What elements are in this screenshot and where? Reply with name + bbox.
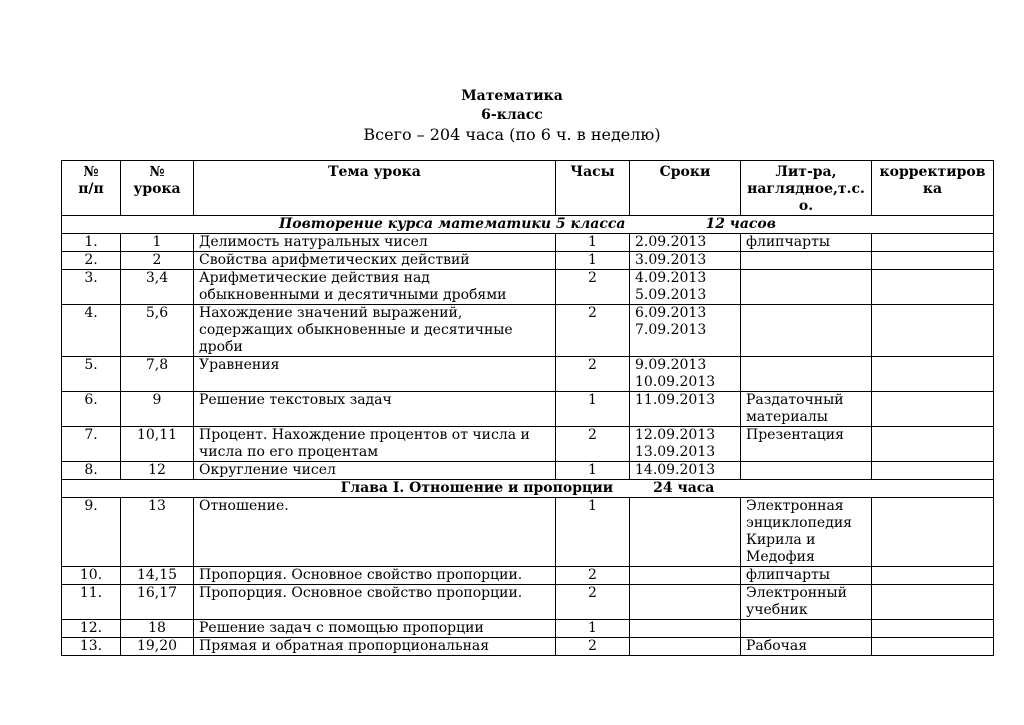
lesson-number: 10,11 [121, 427, 194, 462]
lesson-dates [630, 638, 741, 656]
table-row [62, 585, 994, 620]
lesson-topic [194, 305, 556, 357]
lesson-correction [872, 234, 994, 252]
row-number: 10. [62, 567, 121, 585]
table-row [62, 638, 994, 656]
row-number: 6. [62, 392, 121, 427]
lesson-hours: 2 [556, 305, 630, 357]
lesson-topic [194, 498, 556, 567]
lesson-topic [194, 427, 556, 462]
row-number: 11. [62, 585, 121, 620]
lesson-dates [630, 620, 741, 638]
lesson-topic-line: Свойства арифметических действий [199, 252, 470, 268]
lesson-dates [630, 585, 741, 620]
lesson-dates-line: 4.09.2013 [635, 270, 707, 286]
lesson-number: 13 [121, 498, 194, 567]
section-row-chapter1 [62, 480, 994, 498]
header-lesson-line1: № [149, 164, 165, 180]
lesson-number: 1 [121, 234, 194, 252]
lesson-topic [194, 620, 556, 638]
lesson-topic [194, 567, 556, 585]
header-lit-line1: Лит-ра, [775, 164, 837, 180]
lesson-correction [872, 498, 994, 567]
header-corr-line1: корректиров [879, 164, 986, 180]
lesson-dates-line: 2.09.2013 [635, 234, 707, 250]
lesson-dates-line: 13.09.2013 [635, 444, 716, 460]
lesson-dates-line: 11.09.2013 [635, 392, 716, 408]
table-row [62, 392, 994, 427]
lesson-topic-line: Пропорция. Основное свойство пропорции. [199, 567, 523, 583]
lesson-topic [194, 270, 556, 305]
table-header-row [62, 161, 994, 216]
row-number: 5. [62, 357, 121, 392]
lesson-correction [872, 567, 994, 585]
lesson-literature [741, 585, 872, 620]
header-hours: Часы [556, 161, 630, 216]
lesson-number: 14,15 [121, 567, 194, 585]
table-row [62, 462, 994, 480]
lesson-hours: 2 [556, 357, 630, 392]
row-number: 3. [62, 270, 121, 305]
lesson-number: 19,20 [121, 638, 194, 656]
lesson-number: 9 [121, 392, 194, 427]
lesson-dates [630, 357, 741, 392]
lesson-topic-line: Отношение. [199, 498, 289, 514]
lesson-literature [741, 620, 872, 638]
lesson-literature [741, 357, 872, 392]
lesson-literature-line: Презентация [746, 427, 844, 443]
row-number: 4. [62, 305, 121, 357]
lesson-topic-line: Процент. Нахождение процентов от числа и [199, 427, 530, 443]
lesson-dates [630, 392, 741, 427]
lesson-literature [741, 638, 872, 656]
header-literature [741, 161, 872, 216]
lesson-topic-line: содержащих обыкновенные и десятичные [199, 322, 513, 338]
lesson-literature-line: флипчарты [746, 234, 830, 250]
lesson-correction [872, 620, 994, 638]
lesson-dates [630, 234, 741, 252]
lesson-literature [741, 270, 872, 305]
lesson-literature-line: учебник [746, 602, 808, 618]
lesson-dates-line: 6.09.2013 [635, 305, 707, 321]
header-dates: Сроки [630, 161, 741, 216]
lesson-literature [741, 305, 872, 357]
lesson-topic-line: числа по его процентам [199, 444, 379, 460]
lesson-topic-line: Арифметические действия над [199, 270, 430, 286]
lesson-topic [194, 252, 556, 270]
lesson-topic-line: обыкновенными и десятичными дробями [199, 287, 507, 303]
lesson-literature-line: Рабочая [746, 638, 808, 654]
lesson-literature-line: флипчарты [746, 567, 830, 583]
header-topic: Тема урока [194, 161, 556, 216]
lesson-hours: 2 [556, 270, 630, 305]
table-row [62, 427, 994, 462]
row-number: 1. [62, 234, 121, 252]
lesson-dates-line: 12.09.2013 [635, 427, 716, 443]
lesson-dates [630, 427, 741, 462]
lesson-topic-line: Решение текстовых задач [199, 392, 392, 408]
lesson-literature [741, 498, 872, 567]
lesson-literature-line: Электронный [746, 585, 847, 601]
header-correction [872, 161, 994, 216]
lesson-correction [872, 462, 994, 480]
lesson-dates [630, 305, 741, 357]
lesson-topic-line: Делимость натуральных чисел [199, 234, 428, 250]
row-number: 2. [62, 252, 121, 270]
lesson-topic [194, 234, 556, 252]
lesson-number: 5,6 [121, 305, 194, 357]
lesson-literature-line: энциклопедия [746, 515, 852, 531]
row-number: 13. [62, 638, 121, 656]
lesson-dates [630, 498, 741, 567]
header-lit-line2: наглядное,т.с. [747, 181, 865, 197]
row-number: 8. [62, 462, 121, 480]
lesson-topic [194, 357, 556, 392]
lesson-literature [741, 462, 872, 480]
lesson-number: 12 [121, 462, 194, 480]
lesson-dates-line: 10.09.2013 [635, 374, 716, 390]
lesson-number: 2 [121, 252, 194, 270]
lesson-topic [194, 462, 556, 480]
lesson-dates [630, 462, 741, 480]
lesson-correction [872, 585, 994, 620]
document-header [0, 87, 1024, 146]
section-chapter1-hours: 24 часа [653, 480, 715, 496]
lesson-literature [741, 567, 872, 585]
lesson-topic-line: Округление чисел [199, 462, 336, 478]
lesson-dates-line: 5.09.2013 [635, 287, 707, 303]
lesson-hours: 2 [556, 638, 630, 656]
table-row [62, 620, 994, 638]
lesson-correction [872, 638, 994, 656]
lesson-hours: 1 [556, 462, 630, 480]
row-number: 9. [62, 498, 121, 567]
lesson-plan-table [61, 160, 994, 656]
header-num [62, 161, 121, 216]
lesson-dates-line: 14.09.2013 [635, 462, 716, 478]
lesson-hours: 2 [556, 567, 630, 585]
header-corr-line2: ка [922, 181, 943, 197]
lesson-dates [630, 270, 741, 305]
table-row [62, 234, 994, 252]
lesson-topic-line: Уравнения [199, 357, 280, 373]
lesson-dates-line: 7.09.2013 [635, 322, 707, 338]
table-row [62, 567, 994, 585]
lesson-topic [194, 638, 556, 656]
lesson-hours: 2 [556, 427, 630, 462]
lesson-literature-line: Медофия [746, 549, 815, 565]
header-num-line1: № [83, 164, 99, 180]
lesson-literature [741, 392, 872, 427]
lesson-number: 7,8 [121, 357, 194, 392]
subject-title: Математика [461, 88, 563, 104]
lesson-correction [872, 427, 994, 462]
lesson-hours: 1 [556, 234, 630, 252]
lesson-number: 3,4 [121, 270, 194, 305]
lesson-topic-line: Решение задач с помощью пропорции [199, 620, 484, 636]
lesson-hours: 2 [556, 585, 630, 620]
lesson-literature [741, 252, 872, 270]
lesson-correction [872, 305, 994, 357]
lesson-literature-line: Электронная [746, 498, 844, 514]
header-lesson-line2: урока [133, 181, 181, 197]
lesson-correction [872, 357, 994, 392]
table-row [62, 498, 994, 567]
lesson-topic [194, 392, 556, 427]
section-review-hours: 12 часов [705, 216, 776, 232]
lesson-literature [741, 427, 872, 462]
lesson-correction [872, 392, 994, 427]
lesson-number: 16,17 [121, 585, 194, 620]
table-row [62, 305, 994, 357]
lesson-literature-line: Раздаточный [746, 392, 844, 408]
lesson-topic-line: Нахождение значений выражений, [199, 305, 463, 321]
lesson-hours: 1 [556, 252, 630, 270]
section-review-title: Повторение курса математики 5 класса [279, 216, 626, 232]
lesson-dates-line: 9.09.2013 [635, 357, 707, 373]
header-lit-line3: о. [798, 198, 814, 214]
lesson-hours: 1 [556, 392, 630, 427]
lesson-literature-line: материалы [746, 409, 828, 425]
section-row-review [62, 216, 994, 234]
lesson-correction [872, 252, 994, 270]
lesson-dates-line: 3.09.2013 [635, 252, 707, 268]
row-number: 7. [62, 427, 121, 462]
grade-title: 6-класс [481, 107, 543, 123]
row-number: 12. [62, 620, 121, 638]
lesson-topic-line: Пропорция. Основное свойство пропорции. [199, 585, 523, 601]
lesson-topic-line: дроби [199, 339, 243, 355]
lesson-number: 18 [121, 620, 194, 638]
section-chapter1-title: Глава I. Отношение и пропорции [340, 480, 614, 496]
lesson-dates [630, 567, 741, 585]
lesson-literature-line: Кирила и [746, 532, 816, 548]
header-lesson [121, 161, 194, 216]
lesson-hours: 1 [556, 620, 630, 638]
table-row [62, 357, 994, 392]
lesson-topic-line: Прямая и обратная пропорциональная [199, 638, 490, 654]
table-row [62, 270, 994, 305]
lesson-topic [194, 585, 556, 620]
total-hours-line: Всего – 204 часа (по 6 ч. в неделю) [363, 125, 661, 144]
lesson-correction [872, 270, 994, 305]
header-num-line2: п/п [78, 181, 104, 197]
lesson-hours: 1 [556, 498, 630, 567]
table-row [62, 252, 994, 270]
lesson-dates [630, 252, 741, 270]
lesson-literature [741, 234, 872, 252]
